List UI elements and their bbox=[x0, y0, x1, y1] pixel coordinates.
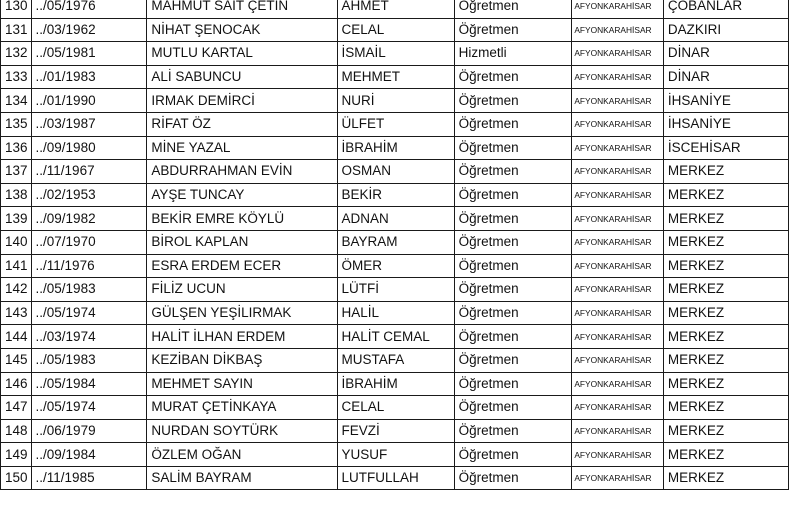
father-name-cell: BEKİR bbox=[337, 183, 454, 207]
father-name-cell: FEVZİ bbox=[337, 419, 454, 443]
father-name-cell: LÜTFİ bbox=[337, 278, 454, 302]
table-row bbox=[1, 183, 789, 207]
province-cell: AFYONKARAHİSAR bbox=[572, 278, 664, 302]
birth-date-cell: ../03/1974 bbox=[31, 325, 147, 349]
full-name-cell: MİNE YAZAL bbox=[147, 136, 337, 160]
province-cell: AFYONKARAHİSAR bbox=[572, 466, 664, 490]
job-title-cell: Öğretmen bbox=[454, 325, 572, 349]
birth-date-cell: ../05/1983 bbox=[31, 348, 147, 372]
birth-date-cell: ../11/1976 bbox=[31, 254, 147, 278]
district-cell: MERKEZ bbox=[663, 160, 788, 184]
job-title-cell: Öğretmen bbox=[454, 89, 572, 113]
job-title-cell: Öğretmen bbox=[454, 466, 572, 490]
father-name-cell: İBRAHİM bbox=[337, 136, 454, 160]
row-number-cell: 149 bbox=[1, 443, 32, 467]
table-row bbox=[1, 18, 789, 42]
district-cell: ÇOBANLAR bbox=[663, 0, 788, 18]
job-title-cell: Öğretmen bbox=[454, 112, 572, 136]
province-cell: AFYONKARAHİSAR bbox=[572, 42, 664, 66]
full-name-cell: ÖZLEM OĞAN bbox=[147, 443, 337, 467]
job-title-cell: Öğretmen bbox=[454, 230, 572, 254]
birth-date-cell: ../05/1974 bbox=[31, 396, 147, 420]
full-name-cell: MEHMET SAYIN bbox=[147, 372, 337, 396]
birth-date-cell: ../07/1970 bbox=[31, 230, 147, 254]
table-row bbox=[1, 348, 789, 372]
row-number-cell: 145 bbox=[1, 348, 32, 372]
table-row bbox=[1, 443, 789, 467]
birth-date-cell: ../02/1953 bbox=[31, 183, 147, 207]
row-number-cell: 133 bbox=[1, 65, 32, 89]
father-name-cell: İBRAHİM bbox=[337, 372, 454, 396]
job-title-cell: Öğretmen bbox=[454, 0, 572, 18]
row-number-cell: 150 bbox=[1, 466, 32, 490]
job-title-cell: Öğretmen bbox=[454, 278, 572, 302]
father-name-cell: OSMAN bbox=[337, 160, 454, 184]
full-name-cell: MAHMUT SAİT ÇETİN bbox=[147, 0, 337, 18]
father-name-cell: YUSUF bbox=[337, 443, 454, 467]
full-name-cell: BEKİR EMRE KÖYLÜ bbox=[147, 207, 337, 231]
birth-date-cell: ../11/1967 bbox=[31, 160, 147, 184]
full-name-cell: MURAT ÇETİNKAYA bbox=[147, 396, 337, 420]
row-number-cell: 130 bbox=[1, 0, 32, 18]
full-name-cell: IRMAK DEMİRCİ bbox=[147, 89, 337, 113]
father-name-cell: LUTFULLAH bbox=[337, 466, 454, 490]
table-row bbox=[1, 372, 789, 396]
full-name-cell: AYŞE TUNCAY bbox=[147, 183, 337, 207]
district-cell: MERKEZ bbox=[663, 207, 788, 231]
table-row bbox=[1, 419, 789, 443]
row-number-cell: 146 bbox=[1, 372, 32, 396]
table-body bbox=[1, 0, 789, 490]
province-cell: AFYONKARAHİSAR bbox=[572, 325, 664, 349]
district-cell: MERKEZ bbox=[663, 348, 788, 372]
birth-date-cell: ../05/1984 bbox=[31, 372, 147, 396]
birth-date-cell: ../05/1976 bbox=[31, 0, 147, 18]
table-row bbox=[1, 0, 789, 18]
birth-date-cell: ../05/1983 bbox=[31, 278, 147, 302]
district-cell: MERKEZ bbox=[663, 301, 788, 325]
row-number-cell: 135 bbox=[1, 112, 32, 136]
row-number-cell: 134 bbox=[1, 89, 32, 113]
father-name-cell: CELAL bbox=[337, 18, 454, 42]
row-number-cell: 142 bbox=[1, 278, 32, 302]
district-cell: İSCEHİSAR bbox=[663, 136, 788, 160]
father-name-cell: ADNAN bbox=[337, 207, 454, 231]
full-name-cell: RİFAT ÖZ bbox=[147, 112, 337, 136]
district-cell: MERKEZ bbox=[663, 372, 788, 396]
birth-date-cell: ../09/1982 bbox=[31, 207, 147, 231]
birth-date-cell: ../09/1984 bbox=[31, 443, 147, 467]
father-name-cell: BAYRAM bbox=[337, 230, 454, 254]
full-name-cell: ABDURRAHMAN EVİN bbox=[147, 160, 337, 184]
full-name-cell: NURDAN SOYTÜRK bbox=[147, 419, 337, 443]
province-cell: AFYONKARAHİSAR bbox=[572, 65, 664, 89]
table-row bbox=[1, 278, 789, 302]
table-row bbox=[1, 230, 789, 254]
province-cell: AFYONKARAHİSAR bbox=[572, 372, 664, 396]
province-cell: AFYONKARAHİSAR bbox=[572, 18, 664, 42]
district-cell: MERKEZ bbox=[663, 325, 788, 349]
birth-date-cell: ../11/1985 bbox=[31, 466, 147, 490]
province-cell: AFYONKARAHİSAR bbox=[572, 301, 664, 325]
job-title-cell: Hizmetli bbox=[454, 42, 572, 66]
table-row bbox=[1, 112, 789, 136]
table-row bbox=[1, 207, 789, 231]
birth-date-cell: ../05/1981 bbox=[31, 42, 147, 66]
province-cell: AFYONKARAHİSAR bbox=[572, 136, 664, 160]
district-cell: MERKEZ bbox=[663, 230, 788, 254]
table-row bbox=[1, 466, 789, 490]
full-name-cell: SALİM BAYRAM bbox=[147, 466, 337, 490]
row-number-cell: 131 bbox=[1, 18, 32, 42]
district-cell: MERKEZ bbox=[663, 419, 788, 443]
full-name-cell: GÜLŞEN YEŞİLIRMAK bbox=[147, 301, 337, 325]
province-cell: AFYONKARAHİSAR bbox=[572, 112, 664, 136]
father-name-cell: HALİT CEMAL bbox=[337, 325, 454, 349]
district-cell: MERKEZ bbox=[663, 254, 788, 278]
province-cell: AFYONKARAHİSAR bbox=[572, 348, 664, 372]
province-cell: AFYONKARAHİSAR bbox=[572, 230, 664, 254]
district-cell: DİNAR bbox=[663, 65, 788, 89]
full-name-cell: MUTLU KARTAL bbox=[147, 42, 337, 66]
job-title-cell: Öğretmen bbox=[454, 419, 572, 443]
table-row bbox=[1, 160, 789, 184]
father-name-cell: HALİL bbox=[337, 301, 454, 325]
job-title-cell: Öğretmen bbox=[454, 396, 572, 420]
birth-date-cell: ../06/1979 bbox=[31, 419, 147, 443]
province-cell: AFYONKARAHİSAR bbox=[572, 89, 664, 113]
table-row bbox=[1, 325, 789, 349]
full-name-cell: HALİT İLHAN ERDEM bbox=[147, 325, 337, 349]
district-cell: İHSANİYE bbox=[663, 89, 788, 113]
full-name-cell: BİROL KAPLAN bbox=[147, 230, 337, 254]
row-number-cell: 144 bbox=[1, 325, 32, 349]
full-name-cell: NİHAT ŞENOCAK bbox=[147, 18, 337, 42]
row-number-cell: 132 bbox=[1, 42, 32, 66]
birth-date-cell: ../01/1990 bbox=[31, 89, 147, 113]
table-row bbox=[1, 301, 789, 325]
row-number-cell: 141 bbox=[1, 254, 32, 278]
table-row bbox=[1, 89, 789, 113]
province-cell: AFYONKARAHİSAR bbox=[572, 443, 664, 467]
row-number-cell: 139 bbox=[1, 207, 32, 231]
job-title-cell: Öğretmen bbox=[454, 65, 572, 89]
job-title-cell: Öğretmen bbox=[454, 207, 572, 231]
father-name-cell: ÖMER bbox=[337, 254, 454, 278]
province-cell: AFYONKARAHİSAR bbox=[572, 0, 664, 18]
father-name-cell: ÜLFET bbox=[337, 112, 454, 136]
birth-date-cell: ../09/1980 bbox=[31, 136, 147, 160]
full-name-cell: ALİ SABUNCU bbox=[147, 65, 337, 89]
table-row bbox=[1, 136, 789, 160]
father-name-cell: NURİ bbox=[337, 89, 454, 113]
district-cell: DİNAR bbox=[663, 42, 788, 66]
job-title-cell: Öğretmen bbox=[454, 136, 572, 160]
row-number-cell: 136 bbox=[1, 136, 32, 160]
province-cell: AFYONKARAHİSAR bbox=[572, 254, 664, 278]
table-row bbox=[1, 396, 789, 420]
full-name-cell: ESRA ERDEM ECER bbox=[147, 254, 337, 278]
province-cell: AFYONKARAHİSAR bbox=[572, 207, 664, 231]
father-name-cell: AHMET bbox=[337, 0, 454, 18]
job-title-cell: Öğretmen bbox=[454, 160, 572, 184]
father-name-cell: MEHMET bbox=[337, 65, 454, 89]
row-number-cell: 140 bbox=[1, 230, 32, 254]
birth-date-cell: ../05/1974 bbox=[31, 301, 147, 325]
row-number-cell: 138 bbox=[1, 183, 32, 207]
job-title-cell: Öğretmen bbox=[454, 372, 572, 396]
row-number-cell: 148 bbox=[1, 419, 32, 443]
row-number-cell: 147 bbox=[1, 396, 32, 420]
father-name-cell: MUSTAFA bbox=[337, 348, 454, 372]
job-title-cell: Öğretmen bbox=[454, 301, 572, 325]
full-name-cell: KEZİBAN DİKBAŞ bbox=[147, 348, 337, 372]
district-cell: MERKEZ bbox=[663, 466, 788, 490]
birth-date-cell: ../03/1987 bbox=[31, 112, 147, 136]
province-cell: AFYONKARAHİSAR bbox=[572, 396, 664, 420]
job-title-cell: Öğretmen bbox=[454, 348, 572, 372]
province-cell: AFYONKARAHİSAR bbox=[572, 183, 664, 207]
father-name-cell: CELAL bbox=[337, 396, 454, 420]
row-number-cell: 143 bbox=[1, 301, 32, 325]
birth-date-cell: ../01/1983 bbox=[31, 65, 147, 89]
district-cell: MERKEZ bbox=[663, 183, 788, 207]
job-title-cell: Öğretmen bbox=[454, 183, 572, 207]
table-row bbox=[1, 65, 789, 89]
job-title-cell: Öğretmen bbox=[454, 443, 572, 467]
district-cell: İHSANİYE bbox=[663, 112, 788, 136]
district-cell: MERKEZ bbox=[663, 443, 788, 467]
table-row bbox=[1, 42, 789, 66]
province-cell: AFYONKARAHİSAR bbox=[572, 419, 664, 443]
province-cell: AFYONKARAHİSAR bbox=[572, 160, 664, 184]
father-name-cell: İSMAİL bbox=[337, 42, 454, 66]
job-title-cell: Öğretmen bbox=[454, 18, 572, 42]
birth-date-cell: ../03/1962 bbox=[31, 18, 147, 42]
district-cell: MERKEZ bbox=[663, 278, 788, 302]
district-cell: DAZKIRI bbox=[663, 18, 788, 42]
job-title-cell: Öğretmen bbox=[454, 254, 572, 278]
district-cell: MERKEZ bbox=[663, 396, 788, 420]
full-name-cell: FİLİZ UCUN bbox=[147, 278, 337, 302]
table-row bbox=[1, 254, 789, 278]
row-number-cell: 137 bbox=[1, 160, 32, 184]
